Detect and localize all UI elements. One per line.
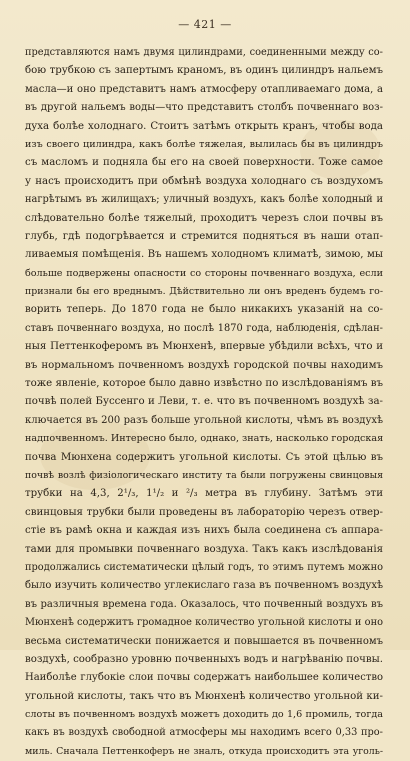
text-line: почвѣ возлѣ физіологическаго институ та были погружены свинцовыя [25,469,383,481]
text-line: трубки на 4,3, 2¹/₃, 1¹/₂ и ²/₃ метра въ глубину. Затѣмъ эти [25,488,383,500]
text-line: свинцовыя трубки были проведены въ лабораторію черезъ отвер- [25,506,383,518]
text-line: Наиболѣе глубокіе слои почвы содержатъ наибольшее количество [25,672,383,684]
text-line: ключается въ 200 разъ больше угольной кислоты, чѣмъ въ воздухѣ [25,414,383,426]
text-line: почва Мюнхена содержитъ угольной кислоты. Съ этой цѣлью въ [25,451,383,463]
text-line: съ масломъ и подняла бы его на своей поверхности. Тоже самое [25,157,383,169]
text-line: больше подвержены опасности со стороны почвеннаго воздуха, если [25,267,383,279]
text-line: представляются намъ двумя цилиндрами, соединенными между со- [25,47,383,58]
text-line: ливаемыя помѣщенія. Въ нашемъ холодномъ климатѣ, зимою, мы [25,249,383,261]
text-line: тами для промывки почвеннаго воздуха. Такъ какъ изслѣдованія [25,543,383,555]
text-line: ставъ почвеннаго воздуха, но послѣ 1870 года, наблюденія, сдѣлан- [25,322,383,334]
text-line: изъ своего цилиндра, какъ болѣе тяжелая, вылилась бы въ цилиндръ [25,138,383,150]
text-line: ныя Петтенкоферомъ въ Мюнхенѣ, впервые убѣдили всѣхъ, что и [25,341,383,353]
text-line: слоты въ почвенномъ воздухѣ можетъ доходить до 1,6 промиль, тогда [25,709,383,721]
text-line: тоже явленіе, которое было давно извѣстно по изслѣдованіямъ въ [25,378,383,390]
text-line: нагрѣтымъ въ жилищахъ; уличный воздухъ, какъ болѣе холодный и [25,194,383,206]
text-line: какъ въ воздухѣ свободной атмосферы мы находимъ всего 0,33 про- [25,727,383,739]
text-line: въ различныя времена года. Оказалось, что почвенный воздухъ въ [25,598,383,610]
text-line: въ другой нальемъ воды—что представитъ столбъ почвеннаго воз- [25,102,383,114]
text-line: въ нормальномъ почвенномъ воздухѣ городской почвы находимъ [25,359,383,371]
text-line: воздухѣ, сообразно уровню почвенныхъ водъ и нагрѣванію почвы. [25,653,383,665]
text-line: признали бы его вреднымъ. Дѣйствительно ли онъ вреденъ будемъ го- [25,286,383,298]
text-line: Мюнхенѣ содержитъ громадное количество угольной кислоты и оно [25,617,383,629]
page-number: — 421 — [178,18,232,31]
text-line: у насъ происходитъ при обмѣнѣ воздуха холоднаго съ воздухомъ [25,175,383,187]
text-line: слѣдовательно болѣе тяжелый, проходитъ черезъ слои почвы въ [25,212,383,224]
body-text [25,44,383,761]
text-line: масла—и оно представитъ намъ атмосферу отапливаемаго дома, а [25,83,383,95]
text-line: стіе въ рамѣ окна и каждая изъ нихъ была соединена съ аппара- [25,525,383,537]
text-line: глубь, гдѣ подогрѣвается и стремится подняться въ наши отап- [25,230,383,242]
text-line: продолжались систематически цѣлый годъ, то этимъ путемъ можно [25,561,383,573]
text-line: было изучить количество углекислаго газа въ почвенномъ воздухѣ [25,580,383,592]
text-line: почвѣ полей Буссенго и Леви, т. е. что въ почвенномъ воздухѣ за- [25,396,383,408]
text-line: угольной кислоты, такъ что въ Мюнхенѣ количество угольной ки- [25,690,383,702]
text-line: духа болѣе холоднаго. Стоитъ затѣмъ открыть кранъ, чтобы вода [25,120,383,132]
text-line: бою трубкою съ запертымъ краномъ, въ одинъ цилиндръ нальемъ [25,65,383,77]
text-line: надпочвенномъ. Интересно было, однако, знать, насколько городская [25,433,384,445]
text-line: весьма систематически понижается и повышается въ почвенномъ [25,635,383,647]
text-line: ворить теперь. До 1870 года не было никакихъ указаній на со- [25,304,383,316]
text-line: миль. Сначала Петтенкоферъ не зналъ, откуда происходитъ эта уголь- [25,745,383,757]
